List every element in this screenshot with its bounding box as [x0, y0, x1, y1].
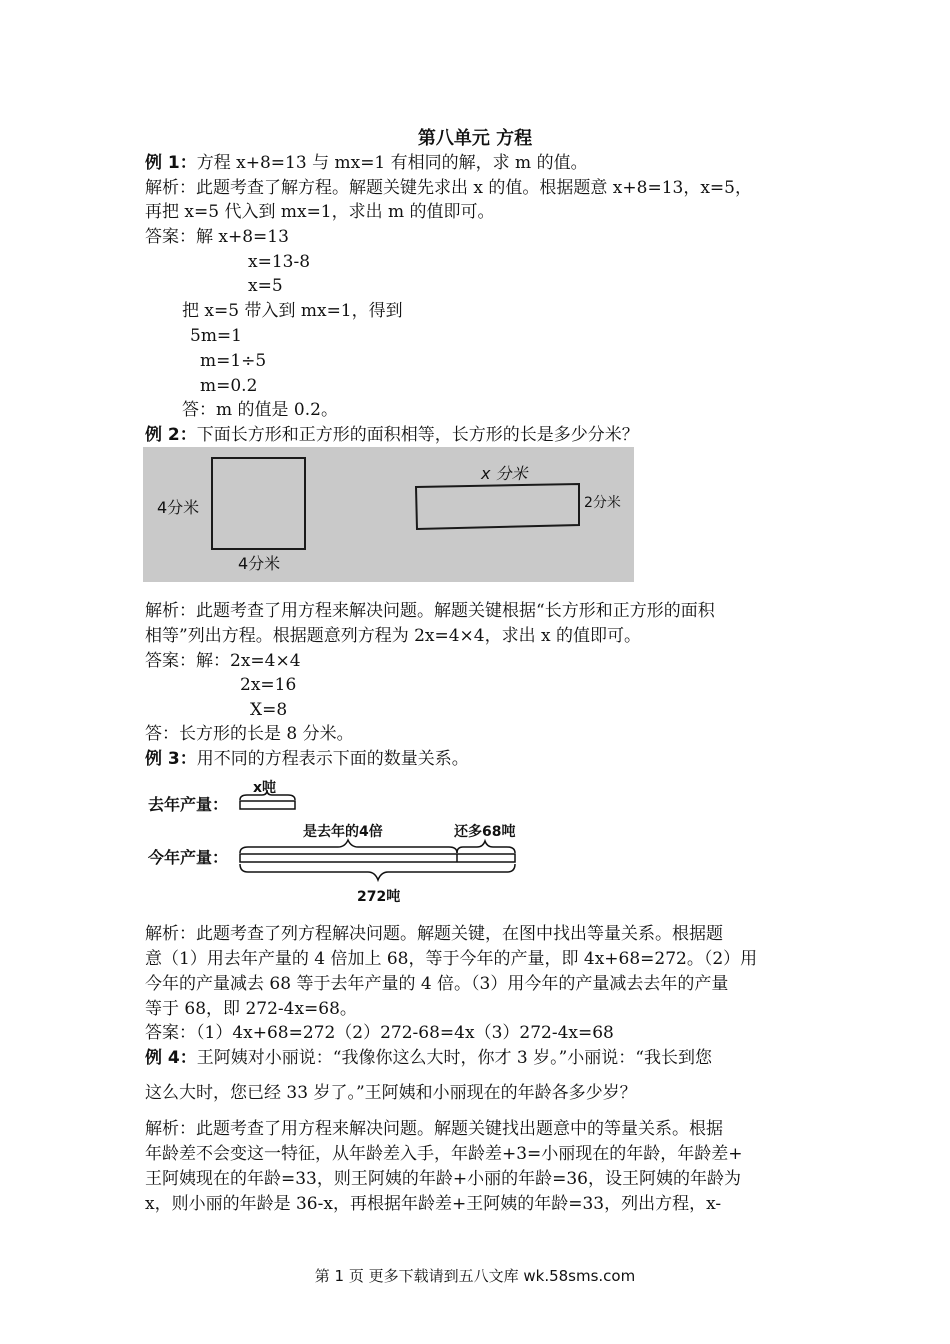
- last-year-bar: [240, 801, 295, 809]
- example-4-analysis-4: x，则小丽的年龄是 36-x，再根据年龄差+王阿姨的年龄=33，列出方程，x-: [145, 1194, 722, 1214]
- page-footer: 第 1 页 更多下载请到五八文库 wk.58sms.com: [314, 1267, 636, 1285]
- example-2-question-line: [145, 423, 639, 447]
- rectangle-width-label: 2分米: [584, 495, 621, 511]
- example-4-question-2: 这么大时，您已经 33 岁了。”王阿姨和小丽现在的年龄各多少岁？: [145, 1083, 637, 1103]
- rectangle-square-figure: [143, 447, 634, 582]
- example-3-analysis-4: 等于 68，即 272-4x=68。: [145, 999, 357, 1019]
- example-2-answer-3: X=8: [250, 700, 288, 720]
- total-brace: [240, 864, 515, 880]
- square-shape: [212, 458, 305, 549]
- example-3-question: 用不同的方程表示下面的数量关系。: [196, 749, 469, 769]
- four-times-label: 是去年的4倍: [303, 824, 383, 840]
- example-2-analysis-1: 解析：此题考查了用方程来解决问题。解题关键根据“长方形和正方形的面积: [145, 601, 715, 621]
- example-1-question-line: [145, 151, 588, 175]
- example-4-question-line: [145, 1046, 712, 1070]
- example-4-analysis-2: 年龄差不会变这一特征，从年龄差入手，年龄差+3=小丽现在的年龄，年龄差+: [145, 1144, 743, 1164]
- example-3-question-line: [145, 747, 469, 771]
- x-ton-label: x吨: [253, 780, 277, 796]
- example-1-answer-7: m=0.2: [200, 376, 258, 396]
- example-1-answer-8: 答：m 的值是 0.2。: [182, 400, 338, 420]
- square-side-label: 4分米: [157, 498, 200, 517]
- rectangle-shape: [416, 484, 579, 529]
- example-1-label: 例 1：: [145, 153, 197, 173]
- rectangle-length-label: x 分米: [481, 464, 528, 483]
- example-1-answer-3: x=5: [248, 276, 283, 296]
- page-title: 第八单元 方程: [417, 128, 533, 149]
- four-times-brace: [240, 840, 457, 853]
- example-2-question: 下面长方形和正方形的面积相等，长方形的长是多少分米？: [196, 425, 639, 445]
- example-2-label: 例 2：: [145, 425, 197, 445]
- example-3-analysis-2: 意（1）用去年产量的 4 倍加上 68，等于今年的产量，即 4x+68=272。（2）用: [145, 949, 758, 969]
- example-1-answer-1: 答案：解 x+8=13: [145, 227, 289, 247]
- this-year-label: 今年产量：: [148, 848, 229, 867]
- example-1-answer-5: 5m=1: [190, 326, 242, 346]
- last-year-label: 去年产量：: [148, 795, 229, 814]
- more-68-brace: [457, 841, 515, 853]
- example-2-answer-4: 答：长方形的长是 8 分米。: [145, 724, 354, 744]
- example-1-answer-2: x=13-8: [248, 252, 311, 272]
- example-1-answer-6: m=1÷5: [200, 351, 267, 371]
- example-3-label: 例 3：: [145, 749, 197, 769]
- example-2-answer-2: 2x=16: [240, 675, 297, 695]
- figure-drawing: [143, 447, 634, 582]
- example-4-analysis-3: 王阿姨现在的年龄=33，则王阿姨的年龄+小丽的年龄=36，设王阿姨的年龄为: [145, 1169, 741, 1189]
- example-3-answer: 答案：（1）4x+68=272（2）272-68=4x（3）272-4x=68: [145, 1023, 614, 1043]
- example-3-analysis-3: 今年的产量减去 68 等于去年产量的 4 倍。（3）用今年的产量减去去年的产量: [145, 974, 729, 994]
- this-year-bar: [240, 854, 515, 862]
- example-2-answer-1: 答案：解：2x=4×4: [145, 651, 301, 671]
- example-3-analysis-1: 解析：此题考查了列方程解决问题。解题关键，在图中找出等量关系。根据题: [145, 924, 723, 944]
- example-4-label: 例 4：: [145, 1048, 197, 1068]
- example-4-analysis-1: 解析：此题考查了用方程来解决问题。解题关键找出题意中的等量关系。根据: [145, 1119, 723, 1139]
- production-line-diagram: [143, 776, 543, 911]
- example-4-question-1: 王阿姨对小丽说：“我像你这么大时，你才 3 岁。”小丽说：“我长到您: [196, 1048, 712, 1068]
- square-bottom-label: 4分米: [238, 554, 281, 573]
- total-label: 272吨: [357, 889, 401, 905]
- example-1-question: 方程 x+8=13 与 mx=1 有相同的解，求 m 的值。: [196, 153, 588, 173]
- diagram-drawing: [143, 776, 543, 911]
- example-2-analysis-2: 相等”列出方程。根据题意列方程为 2x=4×4，求出 x 的值即可。: [145, 626, 642, 646]
- example-1-answer-4: 把 x=5 带入到 mx=1，得到: [182, 301, 403, 321]
- example-1-analysis-1: 解析：此题考查了解方程。解题关键先求出 x 的值。根据题意 x+8=13，x=5，: [145, 178, 752, 198]
- example-1-analysis-2: 再把 x=5 代入到 mx=1，求出 m 的值即可。: [145, 202, 495, 222]
- more-68-label: 还多68吨: [454, 824, 516, 840]
